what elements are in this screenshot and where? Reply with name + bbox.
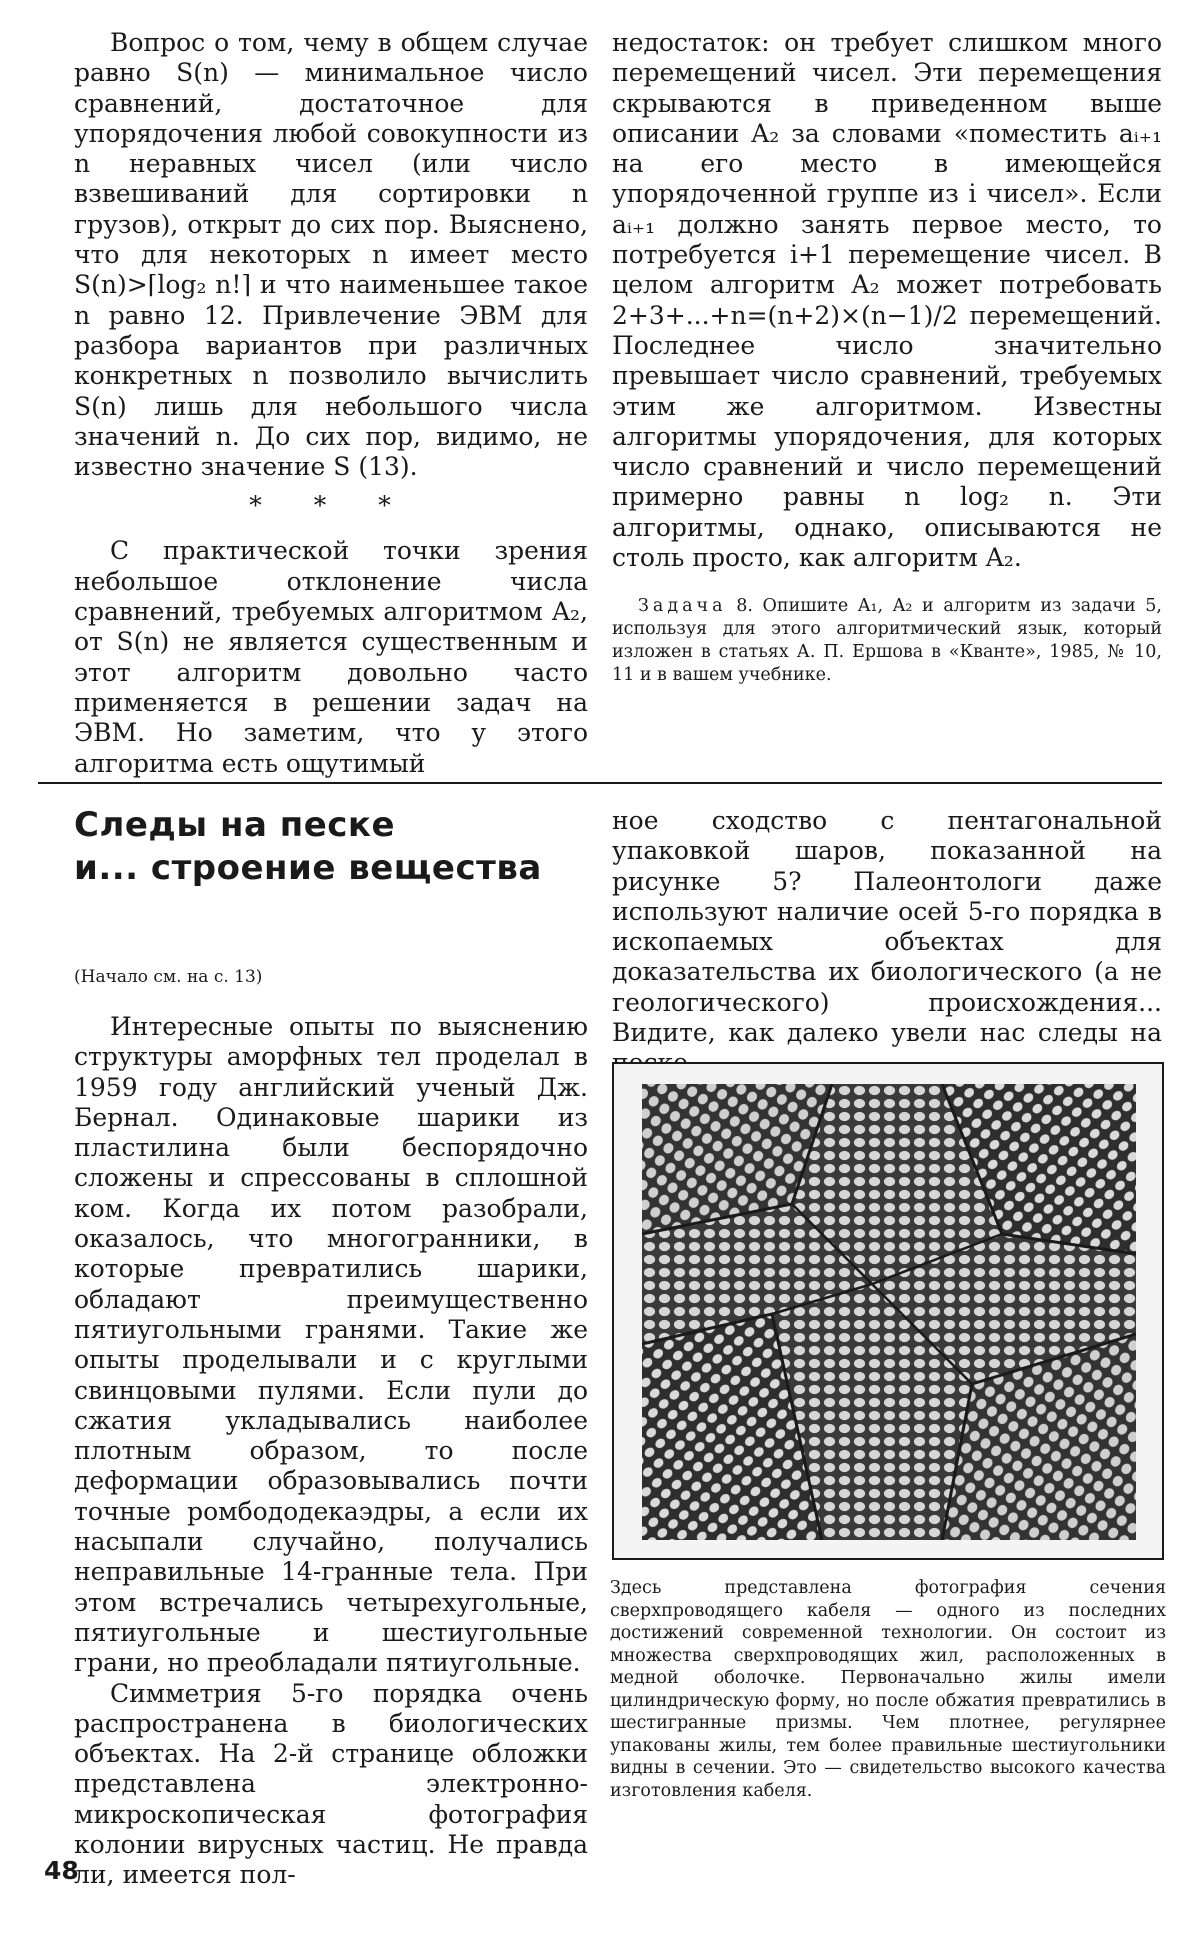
top-right-column: [612, 28, 1162, 687]
title-line-1: Следы на песке: [74, 805, 396, 845]
section-divider: [38, 782, 1162, 784]
paragraph: Интересные опыты по выяснению структуры аморфных тел проделал в 1959 году английский ученый Дж. Бернал. Одинаковые шарики из пластилина были беспорядочно сложены и спрессованы в сплошной ком. Когда их потом разобрали, оказалось, что многогранники, в которые превратились шарики, обладают преимущественно пятиугольными гранями. Такие же опыты проделывали и с круглыми свинцовыми пулями. Если пули до сжатия укладывались наиболее плотным образом, то после деформации образовывались почти точные ромбододекаэдры, а если их насыпали случайно, получались неправильные 14-гранные тела. При этом встречались четырехугольные, пятиугольные и шестиугольные грани, но преобладали пятиугольные.: [74, 1012, 588, 1678]
section-separator: * * *: [249, 491, 413, 521]
page-number: 48: [44, 1856, 79, 1885]
article-heading: [74, 804, 588, 890]
task-8: [612, 595, 1162, 687]
continued-note: (Начало см. на с. 13): [74, 967, 263, 987]
cable-cross-section-photo: [612, 1062, 1164, 1560]
title-line-2: и... строение вещества: [74, 848, 542, 888]
paragraph: Вопрос о том, чему в общем случае равно S(n) — минимальное число сравнений, достаточное для упорядочения любой совокупности из n неравных чисел (или число взвешиваний для сортировки n грузов), открыт до сих пор. Выяснено, что для некоторых n имеет место S(n)>⌈log₂ n!⌉ и что наименьшее такое n равно 12. Привлечение ЭВМ для разбора вариантов при различных конкретных n позволило вычислить S(n) лишь для небольшого числа значений n. До сих пор, видимо, не известно значение S (13).: [74, 28, 588, 482]
article-left-column: [74, 1012, 588, 1891]
cable-cross-section-image: [642, 1084, 1136, 1540]
task-text: 8. Опишите A₁, A₂ и алгоритм из задачи 5, используя для этого алгоритмический язык, который изложен в статьях А. П. Ершова в «Кванте», 1985, № 10, 11 и в вашем учебнике.: [612, 596, 1162, 686]
article-right-column: [612, 806, 1162, 1079]
task-label: Задача: [638, 596, 727, 617]
paragraph: Симметрия 5-го порядка очень распространена в биологических объектах. На 2-й странице обложки представлена электронно-микроскопическая фотография колонии вирусных частиц. Не правда ли, имеется пол-: [74, 1678, 588, 1890]
article-title: [74, 804, 588, 890]
paragraph: ное сходство с пентагональной упаковкой шаров, показанной на рисунке 5? Палеонтологи даже используют наличие осей 5-го порядка в ископаемых объектах для доказательства их биологического (а не геологического) происхождения... Видите, как далеко увели нас следы на: [612, 806, 1162, 1048]
photo-caption: Здесь представлена фотография сечения сверхпроводящего кабеля — одного из последних достижений современной технологии. Он состоит из множества сверхпроводящих жил, расположенных в медной оболочке. Первоначально жилы имели цилиндрическую форму, но после обжатия превратились в шестигранные призмы. Чем плотнее, регулярнее упакованы жилы, тем более правильные шестиугольники видны в сечении. Это — свидетельство высокого качества изготовления кабеля.: [610, 1578, 1166, 1801]
paragraph: недостаток: он требует слишком много перемещений чисел. Эти перемещения скрываются в приведенном выше описании A₂ за словами «поместить aᵢ₊₁ на его место в имеющейся упорядоченной группе из i чисел». Если aᵢ₊₁ должно занять первое место, то потребуется i+1 перемещение чисел. В целом алгоритм A₂ может потребовать 2+3+...+n=(n+2)×(n−1)/2 перемещений. Последнее число значительно превышает число сравнений, требуемых этим же алгоритмом. Известны алгоритмы упорядочения, для которых число сравнений и число перемещений примерно равны n log₂ n. Эти алгоритмы, однако, описываются не столь просто, как алгоритм A₂.: [612, 28, 1162, 573]
paragraph: С практической точки зрения небольшое отклонение числа сравнений, требуемых алгоритмом A₂, от S(n) не является существенным и этот алгоритм довольно часто применяется в решении задач на ЭВМ. Но заметим, что у этого алгоритма есть ощутимый: [74, 536, 588, 778]
top-left-column: [74, 28, 588, 779]
